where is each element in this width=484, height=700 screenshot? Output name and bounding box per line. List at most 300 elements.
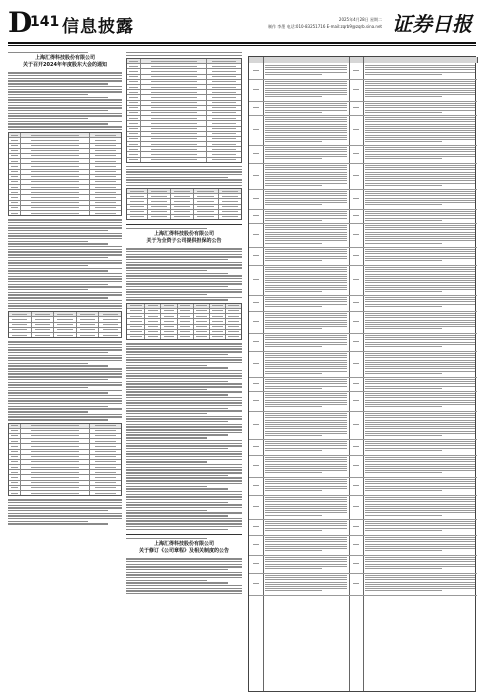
text-line [8,284,108,285]
table-cell-text [365,413,475,437]
text-line [126,588,242,589]
text-line [126,351,242,352]
text-line [8,227,122,228]
text-line [126,488,228,489]
article-separator [126,224,242,225]
table-cell-text [265,297,347,308]
text-line [126,475,228,476]
text-line [126,408,228,409]
text-line [126,248,242,249]
text-line [126,448,228,449]
text-line [126,185,242,186]
table-cell [9,439,21,443]
table-cell [127,314,145,318]
table-cell-text [365,211,475,222]
table-cell [141,147,207,151]
masthead [8,8,476,42]
table-cell-text [365,575,475,593]
table-cell [178,335,194,339]
table-cell-text [365,103,475,114]
table-cell [9,312,32,316]
table-row-rule [249,311,477,312]
table-index-cell [353,255,359,257]
text-line [8,80,122,81]
article-body [126,248,242,300]
text-line [126,590,242,591]
table-row-rule [249,333,477,334]
table-cell [90,206,121,210]
text-line [8,243,108,244]
table-cell [219,205,241,209]
table-cell [9,164,21,168]
text-line [8,86,122,87]
table-cell-text [265,313,347,331]
text-line [8,390,122,391]
table-cell [178,309,194,313]
table-cell [9,328,32,332]
text-line [8,384,122,385]
table-cell [54,328,77,332]
text-line [8,107,122,108]
table-cell [9,470,21,474]
table-cell [207,64,241,68]
table-cell-text [265,497,347,517]
text-line [8,276,122,277]
table-cell [90,491,121,495]
table-index-cell [253,446,259,448]
table-row-rule [249,377,477,378]
contact-info: 制作 李墨 电话:010-83251716 E-mail:zqrb9@zqrb.sina.net [268,24,382,29]
table-cell [9,195,21,199]
text-line [126,464,242,465]
table-cell [127,199,148,203]
text-line [126,434,228,435]
table-index-cell [353,544,359,546]
table-cell [194,304,210,308]
table-row-rule [249,477,477,478]
table-cell [207,111,241,115]
article-meta [126,538,242,539]
text-line [126,515,228,516]
table-cell-text [365,379,475,390]
table-cell [90,138,121,142]
text-line [8,281,122,282]
table-cell [141,158,207,162]
text-line [8,102,122,103]
table-cell [21,138,90,142]
text-line [126,174,242,175]
table-column-rule [363,57,364,691]
table-cell [21,455,90,459]
text-line [126,558,242,559]
table-row-rule [249,163,477,164]
text-line [8,292,122,293]
table-cell [141,90,207,94]
table-cell [32,312,55,316]
table-header-cell [349,57,364,63]
table-cell [32,317,55,321]
table-index-cell [353,506,359,508]
table-cell [90,175,121,179]
text-line [126,480,242,481]
article-company: 上海汇得科技股份有限公司 [34,55,95,62]
table-index-cell [253,234,259,236]
table-cell [171,189,194,193]
text-line [126,469,242,470]
table-cell [21,491,90,495]
table-index-cell [253,153,259,155]
table-cell [194,335,210,339]
table-cell [194,330,210,334]
text-line [126,456,242,457]
table-cell [21,154,90,158]
page-number: 141 [30,14,60,30]
table-cell [194,215,219,219]
table-cell [90,460,121,464]
text-line [8,94,88,95]
table-cell [127,121,141,125]
table-row-rule [249,595,477,596]
table-cell-text [265,393,347,408]
table-cell-text [265,353,347,375]
table-cell [127,116,141,120]
table-cell [127,152,141,156]
table-index-cell [253,526,259,528]
table-index-cell [253,506,259,508]
text-line [126,169,242,170]
table-index-cell [253,302,259,304]
table-cell [127,205,148,209]
table-cell [210,335,226,339]
text-line [8,278,122,279]
table-cell [9,149,21,153]
text-line [126,275,242,276]
table-cell [9,159,21,163]
table-row-rule [249,573,477,574]
table-cell [141,59,207,63]
text-line [126,499,242,500]
table-index-cell [253,279,259,281]
table-cell [127,309,145,313]
text-line [126,267,242,268]
text-line [8,235,122,236]
table-cell [178,304,194,308]
table-cell [90,439,121,443]
table-cell [21,470,90,474]
table-row-rule [249,411,477,412]
table-cell [127,158,141,162]
table-cell-text [365,297,475,308]
table-index-cell [253,563,259,565]
table-cell [219,215,241,219]
table-cell [21,149,90,153]
text-line [126,467,242,468]
text-line [8,238,122,239]
table-cell [9,154,21,158]
text-line [126,359,242,360]
text-line [8,286,122,287]
table-cell [90,450,121,454]
table-cell [54,312,77,316]
text-line [126,585,242,586]
text-line [126,424,242,425]
text-line [8,395,122,396]
table-cell [226,330,241,334]
text-line [8,357,122,358]
text-line [8,523,108,524]
table-cell [127,194,148,198]
table-cell [9,211,21,215]
table-cell [90,164,121,168]
article-body [126,166,242,186]
text-line [126,389,207,390]
text-line [8,510,108,511]
text-line [126,373,242,374]
table-cell-text [365,225,475,245]
text-line [8,398,122,399]
table-cell [9,455,21,459]
text-line [126,283,242,284]
table-cell [210,309,226,313]
table-cell [226,319,241,323]
text-line [8,126,122,127]
table-cell [54,317,77,321]
table-cell [77,323,100,327]
table-cell [141,64,207,68]
table-cell-text [365,191,475,206]
table-index-cell [253,215,259,217]
text-line [126,166,242,167]
table-cell [54,333,77,337]
text-line [126,397,242,398]
text-line [8,308,122,309]
table-index-cell [353,215,359,217]
text-line [126,297,242,298]
text-line [126,510,207,511]
table-cell [141,106,207,110]
text-line [126,410,242,411]
text-line [8,115,122,116]
table-cell-text [265,165,347,187]
table-cell [207,142,241,146]
table-cell [127,325,145,329]
table-index-cell [353,175,359,177]
table-row-rule [249,115,477,116]
table-cell [219,189,241,193]
table-index-cell [353,446,359,448]
text-line [8,376,122,377]
table-cell-text [265,521,347,532]
text-line [8,118,88,119]
table-cell [141,121,207,125]
article-company: 上海汇得科技股份有限公司 [153,541,214,548]
table-cell [171,205,194,209]
table-cell [141,80,207,84]
text-line [126,343,242,344]
text-line [8,110,108,111]
table-cell [127,319,145,323]
table-cell [145,314,161,318]
text-line [8,225,122,226]
data-table [126,188,242,220]
article-body [8,499,122,525]
text-line [126,520,242,521]
table-cell [127,69,141,73]
text-line [8,222,122,223]
table-row-rule [249,223,477,224]
table-cell [90,481,121,485]
text-line [8,251,122,252]
text-line [126,518,242,519]
text-line [8,273,122,274]
text-line [8,249,122,250]
text-line [8,268,122,269]
table-cell-text [265,413,347,437]
table-cell [207,147,241,151]
column-1 [8,52,122,526]
table-header-cell [363,57,478,63]
table-index-cell [353,563,359,565]
text-line [126,291,242,292]
table-index-cell [253,89,259,91]
table-cell [210,314,226,318]
table-cell [145,335,161,339]
table-cell [127,90,141,94]
text-line [8,123,108,124]
table-cell-text [365,147,475,160]
table-cell [207,127,241,131]
text-line [8,352,108,353]
text-line [8,513,122,514]
table-cell-text [265,65,347,76]
text-line [8,392,108,393]
text-line [8,347,122,348]
text-line [8,387,88,388]
table-cell [161,325,177,329]
table-header-cell [263,57,350,63]
text-line [126,386,242,387]
table-cell [145,309,161,313]
table-cell [90,429,121,433]
table-cell [90,475,121,479]
table-cell [127,215,148,219]
text-line [126,529,228,530]
table-row [127,335,241,339]
table-cell-text [265,249,347,262]
table-cell [148,215,171,219]
table-cell [148,210,171,214]
table-cell [127,111,141,115]
table-cell [9,206,21,210]
table-cell-text [265,267,347,293]
table-cell [9,317,32,321]
text-line [8,360,122,361]
text-line [8,365,108,366]
table-index-cell [353,583,359,585]
table-cell-text [365,335,475,348]
table-cell [161,309,177,313]
text-line [126,443,242,444]
table-cell-text [365,497,475,517]
text-line [126,569,228,570]
table-cell-text [365,65,475,76]
text-line [126,494,242,495]
table-cell [21,211,90,215]
table-row-rule [249,79,477,80]
article-meta [8,52,122,53]
table-row-rule [249,391,477,392]
text-line [8,230,108,231]
table-cell [207,85,241,89]
table-cell [21,170,90,174]
text-line [126,357,242,358]
table-cell [219,194,241,198]
table-index-cell [253,70,259,72]
text-line [8,265,88,266]
table-cell [90,133,121,137]
table-index-cell [353,153,359,155]
table-cell-text [265,147,347,160]
article-body [126,558,242,594]
table-cell [9,333,32,337]
table-cell [90,434,121,438]
table-index-cell [253,321,259,323]
table-cell [21,144,90,148]
table-cell-text [365,313,475,331]
text-line [126,182,242,183]
text-line [126,504,242,505]
table-cell [77,333,100,337]
table-cell [90,455,121,459]
table-index-cell [353,465,359,467]
text-line [8,518,122,519]
table-cell [9,450,21,454]
table-row [9,211,121,215]
table-cell [194,325,210,329]
table-cell [171,215,194,219]
data-table [126,58,242,163]
table-cell [9,460,21,464]
table-cell [32,328,55,332]
table-cell [9,444,21,448]
table-cell-text [265,191,347,206]
table-cell [90,144,121,148]
table-cell [171,210,194,214]
table-cell [9,429,21,433]
table-cell [171,199,194,203]
table-cell [226,335,241,339]
table-index-cell [353,129,359,131]
table-cell [210,325,226,329]
table-cell [207,132,241,136]
data-table [8,132,122,216]
table-cell-text [365,117,475,143]
text-line [8,72,122,73]
table-cell [9,323,32,327]
text-line [126,286,228,287]
table-index-cell [353,89,359,91]
table-row [127,215,241,219]
table-index-cell [353,70,359,72]
section-title: 信息披露 [62,17,134,37]
table-index-cell [253,383,259,385]
text-line [8,241,88,242]
table-cell [141,111,207,115]
table-cell [21,159,90,163]
table-cell [194,319,210,323]
text-line [126,383,242,384]
table-cell [90,465,121,469]
